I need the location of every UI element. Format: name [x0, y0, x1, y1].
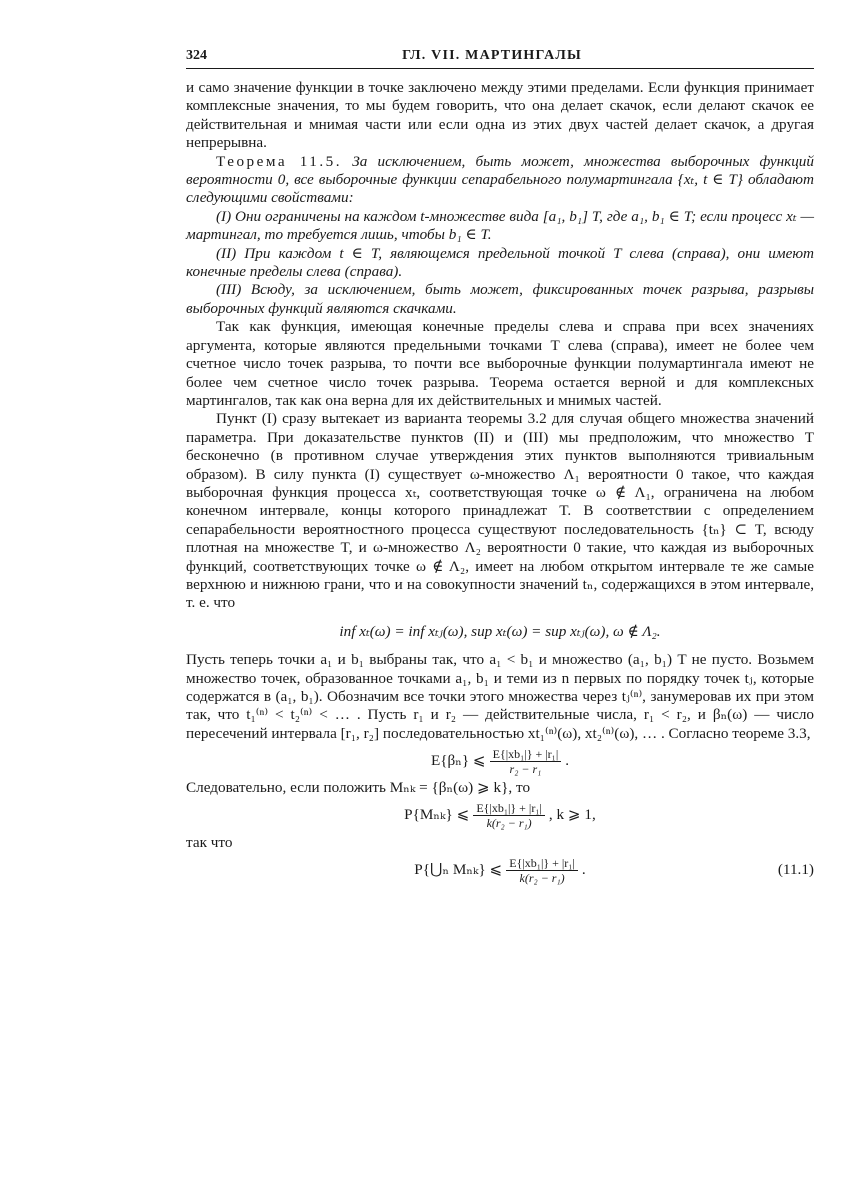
paragraph: Пункт (I) сразу вытекает из варианта теоремы 3.2 для случая общего множества значений параметра. При доказательстве пунктов (II) и (III) мы предположим, что множество T бесконечно (в противном случае утверждения этих пунктов выполняются тривиальным образом). В силу пункта (I) существует ω-множество Λ₁ вероятности 0 такое, что каждая выборочная функция процесса xₜ, соответствующая точке ω ∉ Λ₁, ограничена на любом конечном интервале, концы которого принадлежат T. В соответствии с определением сепарабельности вероятностного процесса существуют последовательность {tₙ} ⊂ T, всюду плотная на множестве T, и ω-множество Λ₂ вероятности 0 такие, что каждая из выборочных функций, соответствующих точке ω ∉ Λ₂, имеет на любом открытом интервале те же самые верхнюю и нижнюю грани, что и на совокупности значений tₙ, содержащихся в этом интервале, т. е. что: [186, 410, 814, 612]
theorem-label: Теорема 11.5.: [216, 152, 343, 170]
equation-expectation: [186, 743, 814, 779]
paragraph: так что: [186, 833, 233, 851]
theorem-item-3: (III) Всюду, за исключением, быть может, фиксированных точек разрыва, разрывы выборочных функций являются скачками.: [186, 281, 814, 317]
fraction: [473, 801, 545, 830]
theorem-statement: За исключением, быть может, множества выборочных функций вероятности 0, все выборочные функции сепарабельного полумартингала {xₜ, t ∈ T} обладают следующими свойствами:: [186, 152, 814, 207]
period: .: [565, 752, 570, 770]
paragraph: Пусть теперь точки a₁ и b₁ выбраны так, что a₁ < b₁ и множество (a₁, b₁) T не пусто. Возьмем множество точек, образованное точками a₁, b₁ и теми из n первых по порядку точек tⱼ, которые содержатся в (a₁, b₁). Обозначим все точки этого множества через tⱼ⁽ⁿ⁾, занумеровав их при этом так, что t₁⁽ⁿ⁾ < t₂⁽ⁿ⁾ < … . Пусть r₁ и r₂ — действительные числа, r₁ < r₂, и βₙ(ω) — число пересечений интервала [r₁, r₂] последовательностью xt₁⁽ⁿ⁾(ω), xt₂⁽ⁿ⁾(ω), … . Согласно теореме 3.3,: [186, 651, 814, 742]
paragraph: Так как функция, имеющая конечные пределы слева и справа при всех значениях аргумента, которые являются предельными точками T слева (справа), имеет не более чем счетное число точек разрыва, то почти все выборочные функции полумартингала имеют не более чем счетное число точек разрыва. Теорема остается верной и для комплексных мартингалов, так как она верна для их действительных и мнимых частей.: [186, 318, 814, 409]
page-header: [186, 48, 814, 69]
numerator: E{|xb₁|} + |r₁|: [506, 856, 578, 871]
period: .: [581, 860, 586, 878]
equation-probability: [186, 798, 814, 834]
numerator: E{|xb₁|} + |r₁|: [490, 747, 562, 762]
eq-left: P{⋃ₙ Mₙₖ} ⩽: [414, 860, 503, 878]
running-title: ГЛ. VII. МАРТИНГАЛЫ: [402, 48, 582, 63]
eq-left: P{Mₙₖ} ⩽: [404, 806, 470, 824]
fraction: [506, 856, 578, 885]
theorem: [186, 153, 814, 208]
theorem-item-1: (I) Они ограничены на каждом t-множестве вида [a₁, b₁] T, где a₁, b₁ ∈ T; если процесс xₜ — мартингал, то требуется лишь, чтобы b₁ ∈ T.: [186, 207, 814, 244]
denominator: r₂ − r₁: [509, 761, 542, 776]
body-text: [186, 79, 814, 888]
denominator: k(r₂ − r₁): [486, 816, 532, 831]
page-number: 324: [186, 48, 207, 63]
equation-inf-sup: inf xₜ(ω) = inf xₜⱼ(ω), sup xₜ(ω) = sup xₜⱼ(ω), ω ∉ Λ₂.: [339, 622, 661, 640]
denominator: k(r₂ − r₁): [519, 870, 565, 885]
eq-right: , k ⩾ 1,: [548, 806, 596, 824]
book-page: [186, 48, 814, 888]
paragraph: Следовательно, если положить Mₙₖ = {βₙ(ω) ⩾ k}, то: [186, 779, 531, 797]
paragraph: и само значение функции в точке заключено между этими пределами. Если функция принимает комплексные значения, то мы будем говорить, что она делает скачок, если делают скачок ее действительная и мнимая части или если одна из этих двух частей делает скачок, а другая непрерывна.: [186, 79, 814, 152]
fraction: [490, 747, 562, 776]
equation-11-1: [186, 852, 814, 888]
theorem-item-2: (II) При каждом t ∈ T, являющемся предельной точкой T слева (справа), они имеют конечные пределы слева (справа).: [186, 244, 814, 281]
numerator: E{|xb₁|} + |r₁|: [473, 801, 545, 816]
eq-left: E{βₙ} ⩽: [430, 752, 486, 770]
equation-number: (11.1): [777, 860, 814, 878]
